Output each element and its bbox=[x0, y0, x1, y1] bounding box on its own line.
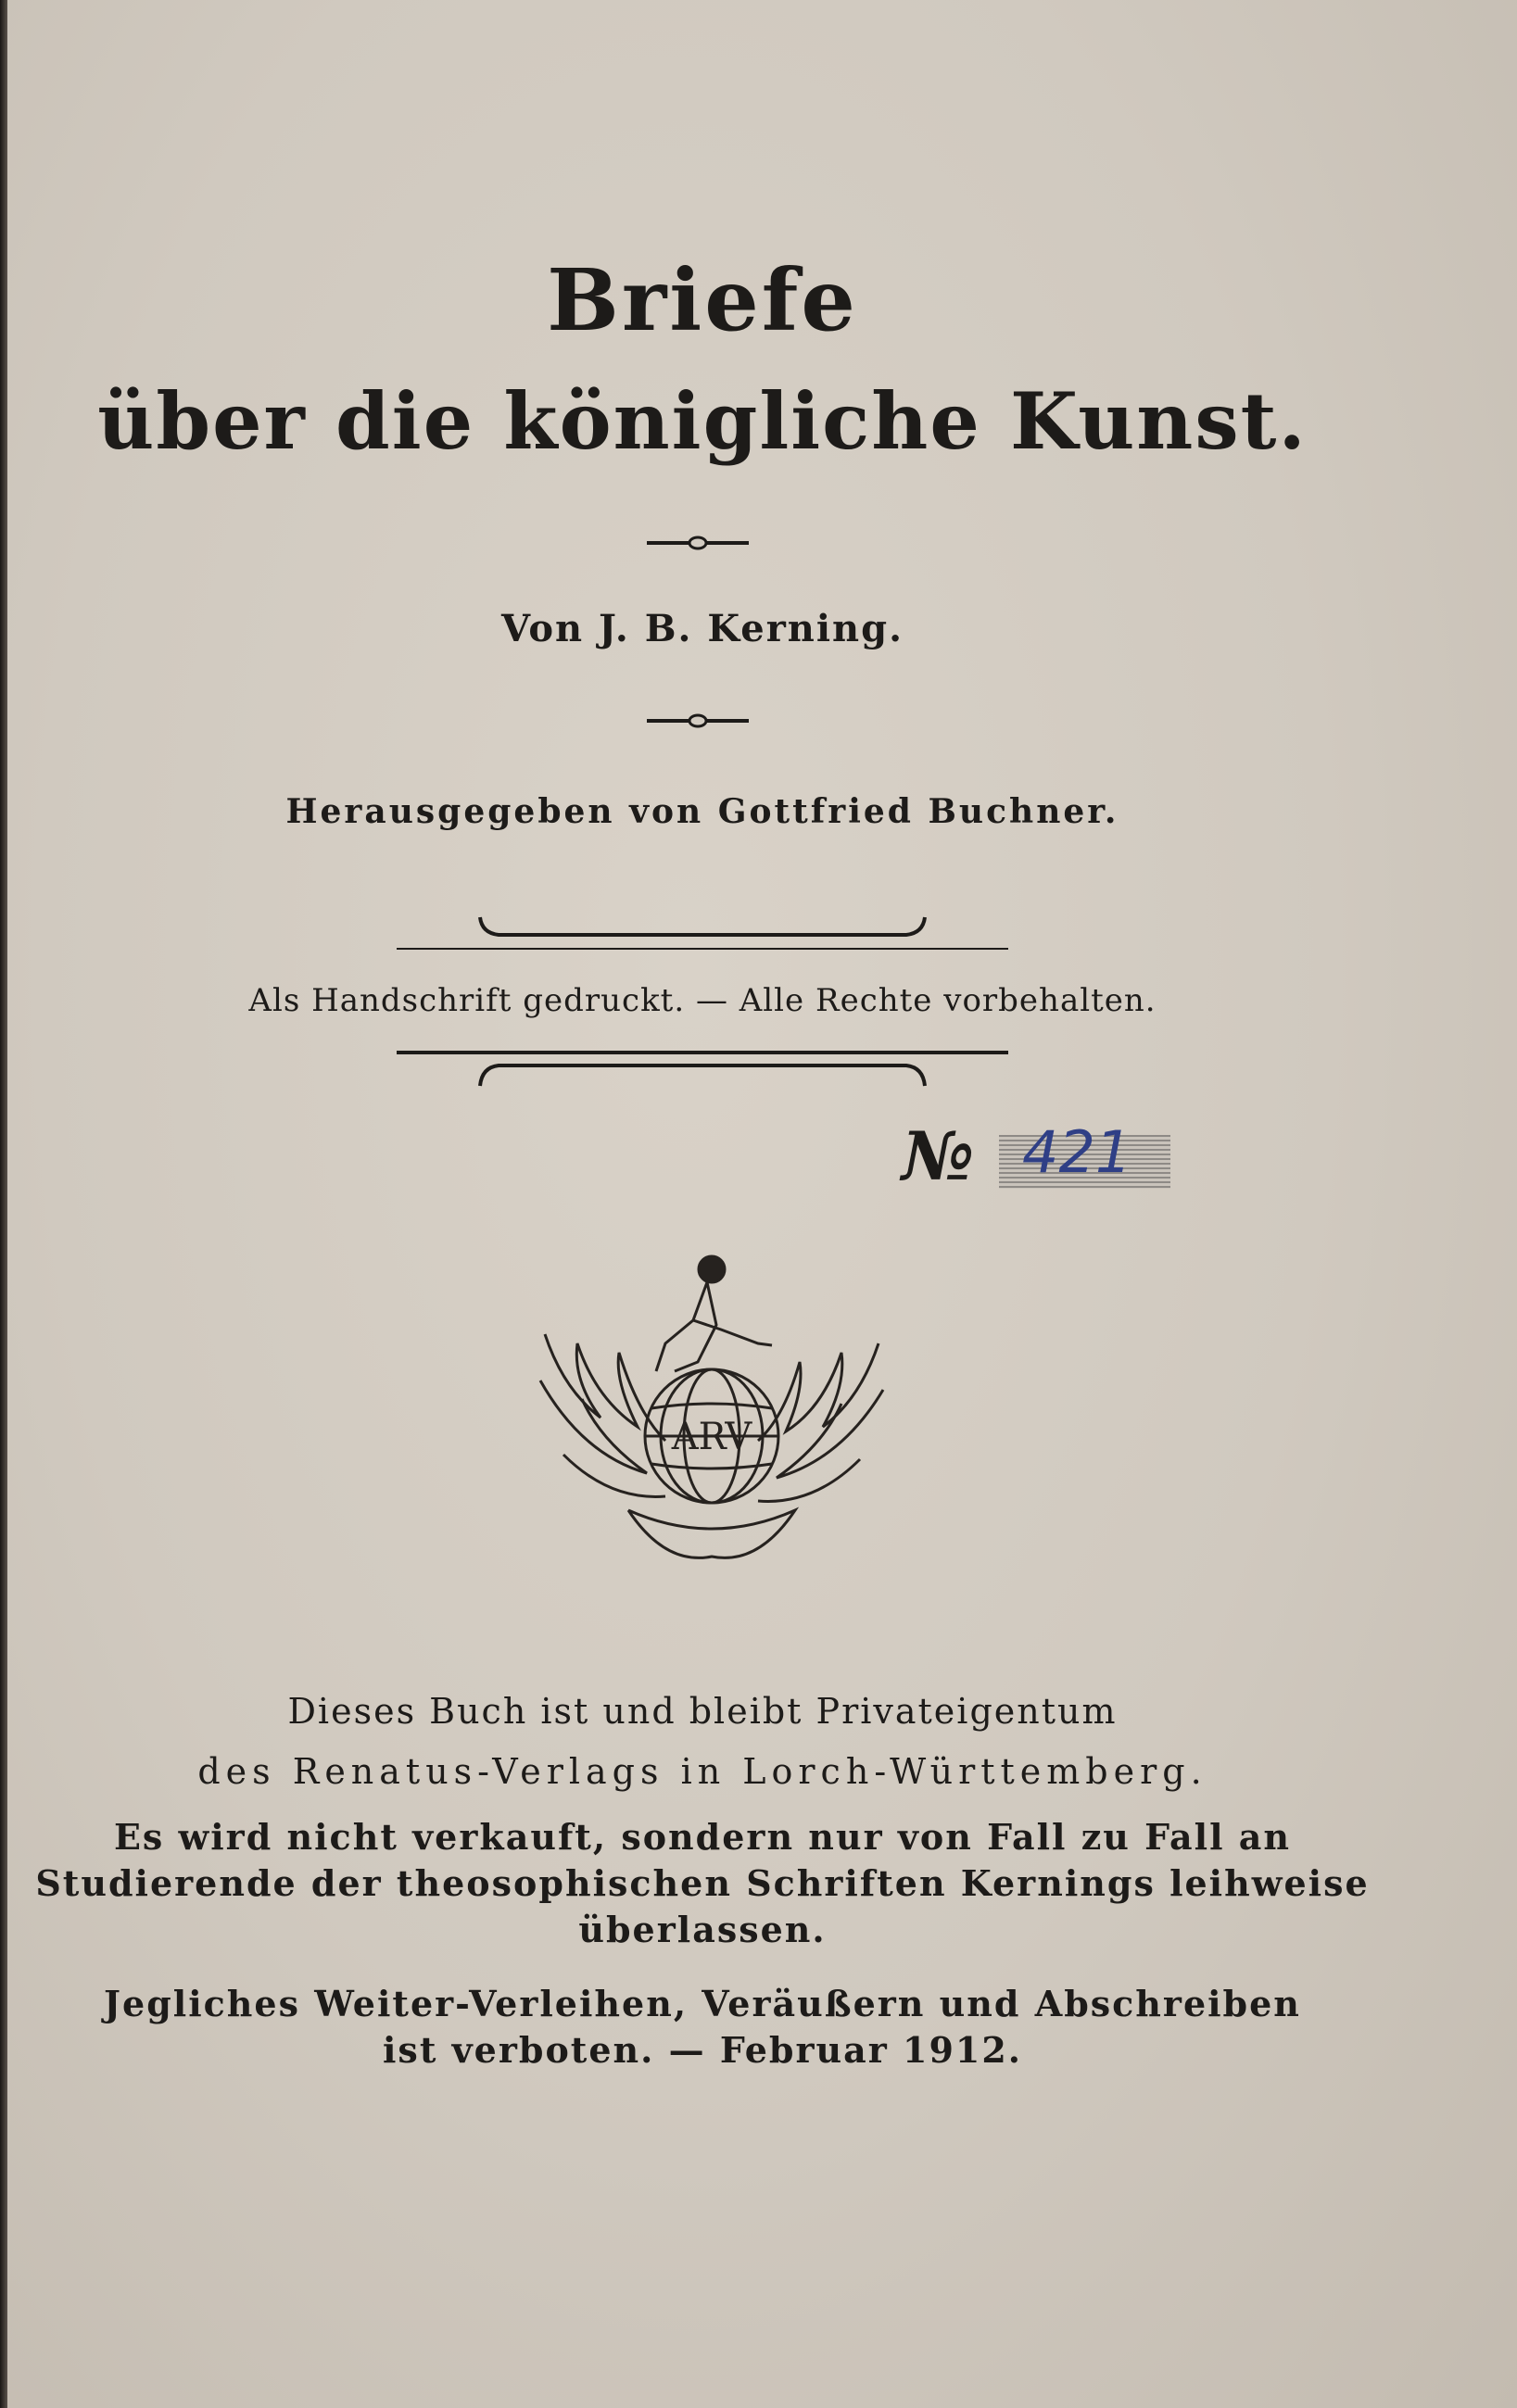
notice-line-1: Dieses Buch ist und bleibt Privateigentum bbox=[287, 1691, 1118, 1732]
copy-number-value: 421 bbox=[1022, 1118, 1132, 1186]
notice-line-7: ist verboten. — Februar 1912. bbox=[382, 2029, 1022, 2071]
rule-top-bracket bbox=[397, 913, 1008, 950]
notice-line-3: Es wird nicht verkauft, sondern nur von Fall zu Fall an bbox=[113, 1816, 1292, 1858]
divider-ornament-1 bbox=[647, 536, 749, 550]
logo-monogram: ARV bbox=[671, 1416, 752, 1458]
editor-line: Herausgegeben von Gottfried Buchner. bbox=[285, 792, 1119, 831]
title-page bbox=[7, 0, 1517, 2408]
globe-figure-logo-icon bbox=[526, 1242, 897, 1594]
notice-line-6: Jegliches Weiter-Verleihen, Veräußern und Abschreiben bbox=[104, 1983, 1301, 2024]
title-line-1: Briefe bbox=[547, 250, 858, 350]
title-line-2: über die königliche Kunst. bbox=[97, 375, 1308, 467]
rule-bottom-bracket bbox=[397, 1049, 1008, 1091]
notice-line-2: des Renatus-Verlags in Lorch-Württemberg. bbox=[197, 1751, 1207, 1792]
book-spine-edge bbox=[0, 0, 7, 2408]
number-sign: № bbox=[902, 1116, 975, 1195]
divider-ornament-2 bbox=[647, 713, 749, 728]
notice-line-4: Studierende der theosophischen Schriften Kernings leihweise bbox=[35, 1862, 1370, 1904]
author-line: Von J. B. Kerning. bbox=[500, 607, 904, 650]
notice-line-5: überlassen. bbox=[578, 1909, 827, 1950]
rights-line: Als Handschrift gedruckt. — Alle Rechte vorbehalten. bbox=[248, 982, 1157, 1019]
